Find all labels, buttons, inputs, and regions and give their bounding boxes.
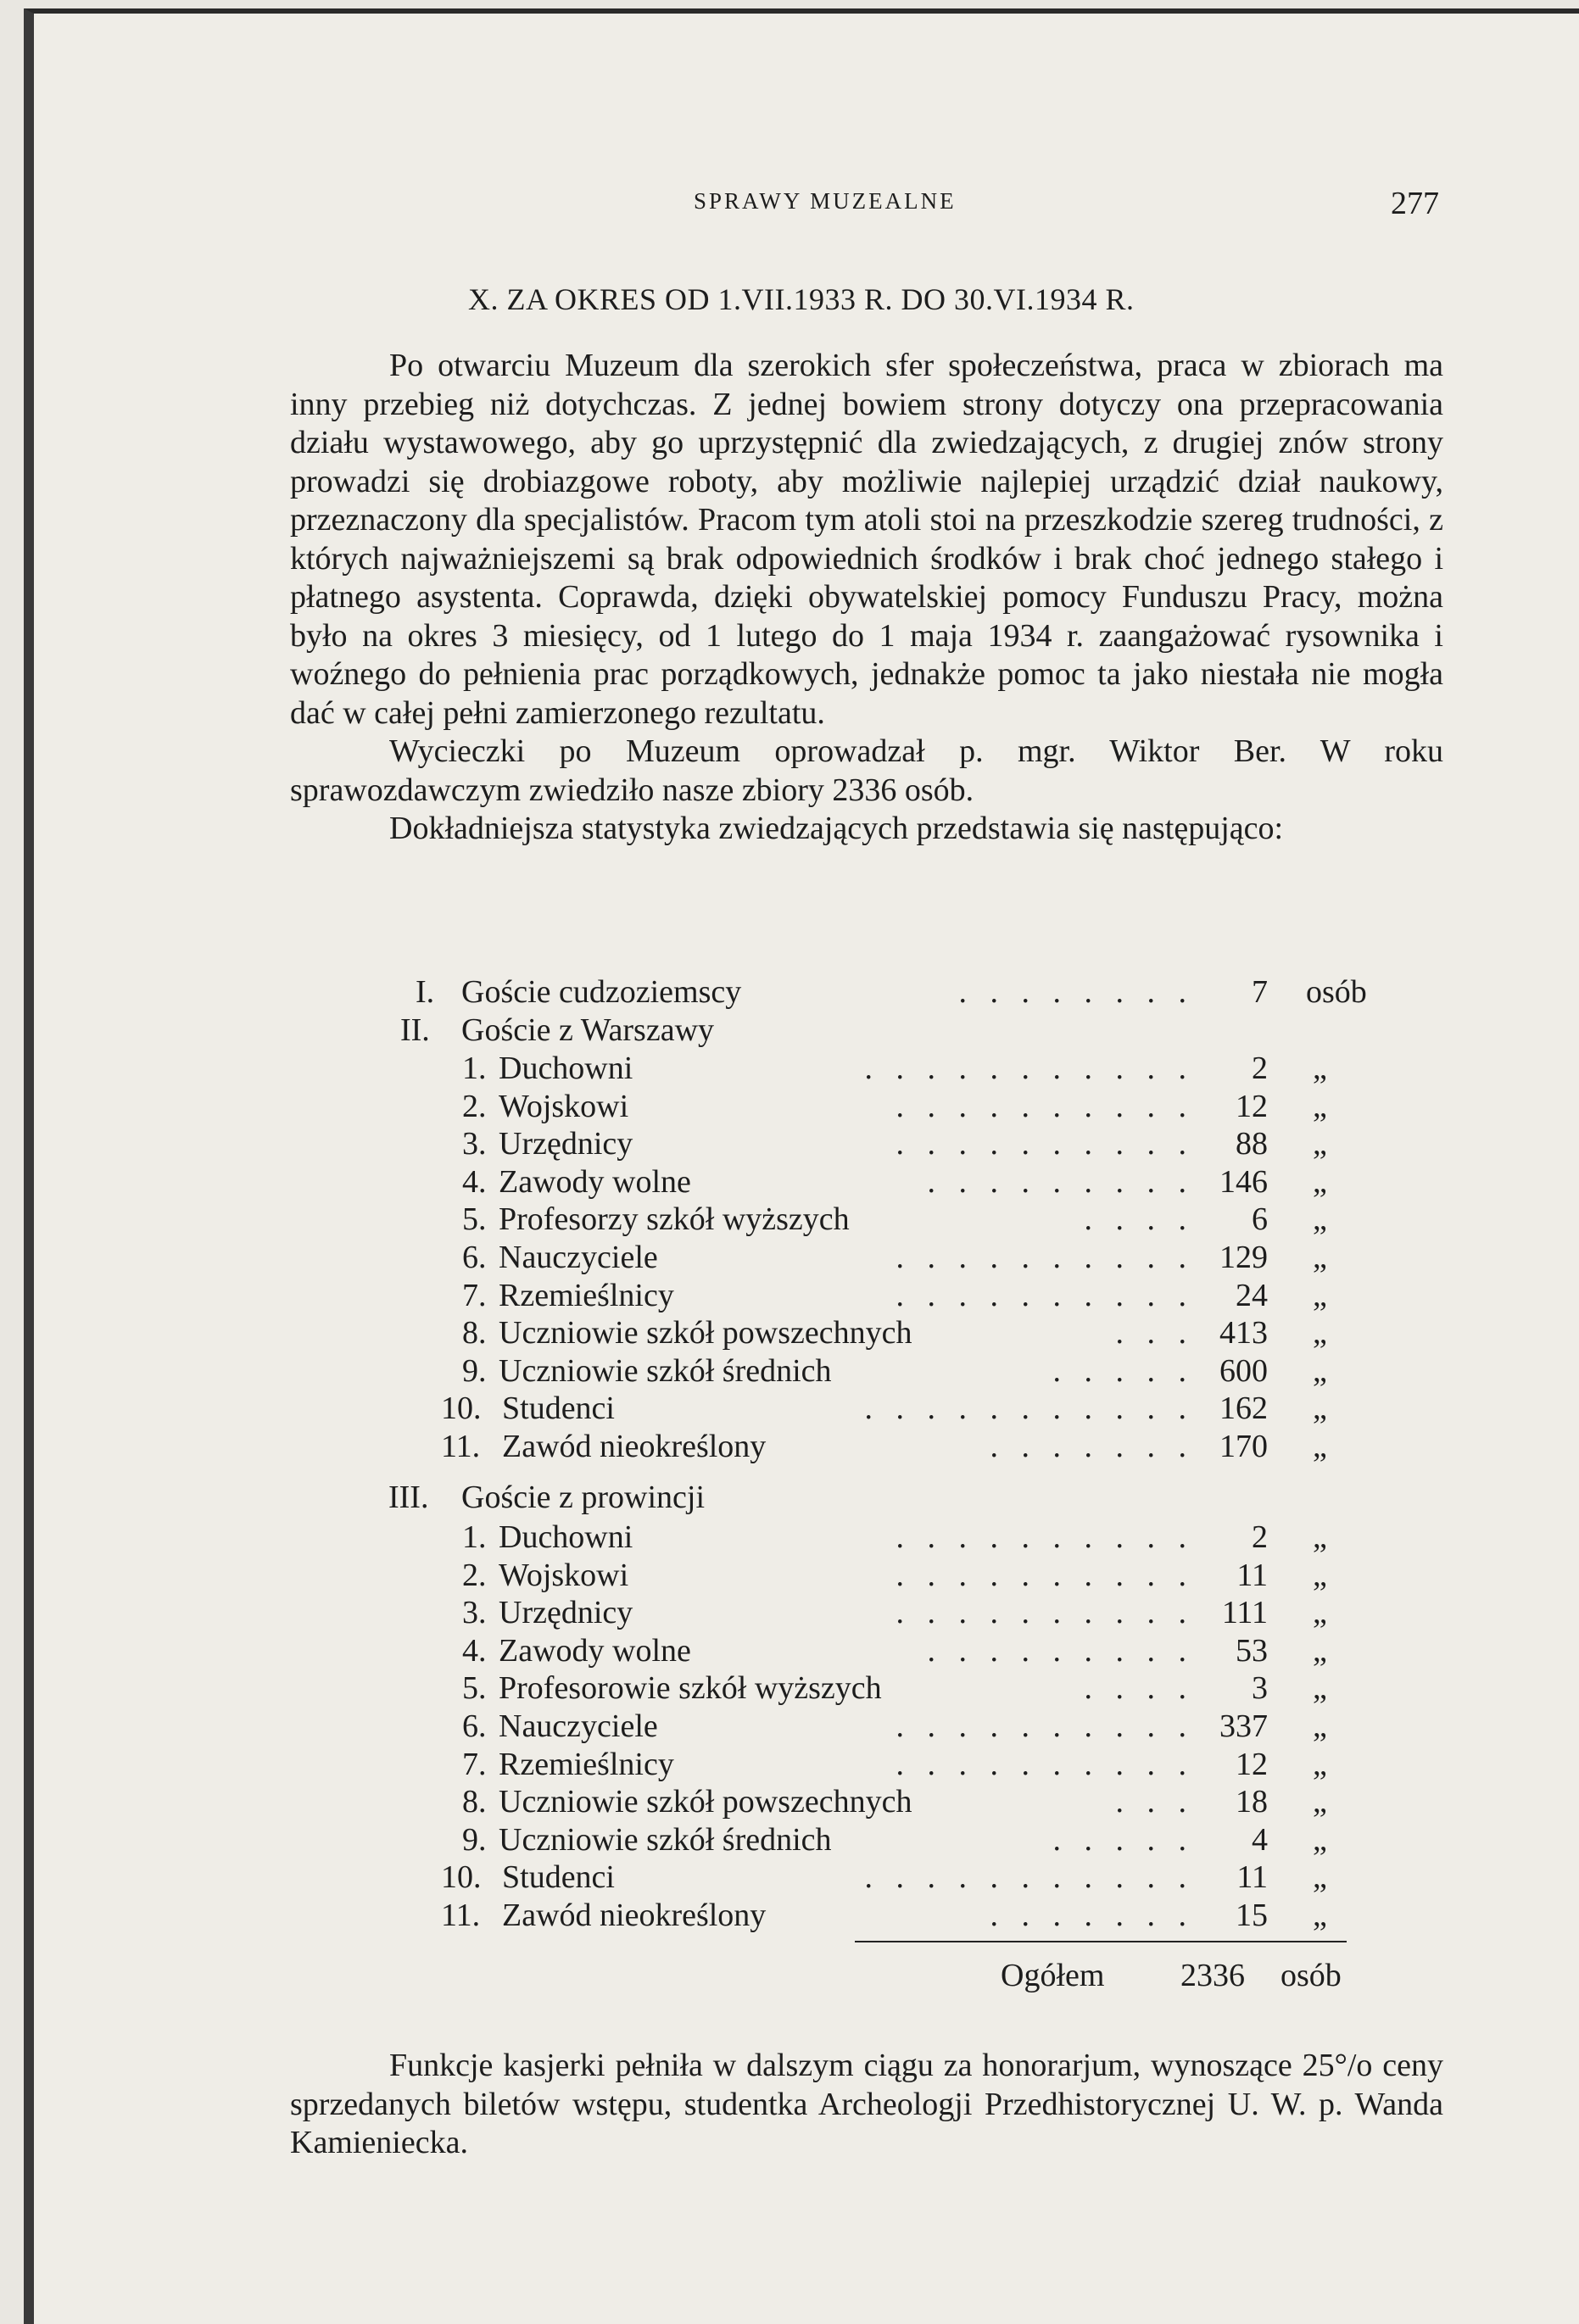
item-label: Studenci — [502, 1390, 615, 1427]
value: 337 — [1219, 1708, 1268, 1744]
leader-dots: . . . . — [1084, 1670, 1194, 1707]
item-label: Zawód nieokreślony — [502, 1898, 767, 1933]
section-title: X. ZA OKRES OD 1.VII.1933 R. DO 30.VI.1934 R. — [468, 282, 1135, 316]
value: 88 — [1236, 1126, 1268, 1162]
item-number: 7. — [462, 1746, 487, 1782]
value: 12 — [1236, 1746, 1268, 1782]
sum-rule — [855, 1941, 1347, 1942]
closing-text — [290, 2047, 1443, 2163]
item-label: Urzędnicy — [499, 1126, 633, 1162]
item-number: 8. — [462, 1315, 487, 1351]
leader-dots: . . . . . . . . — [958, 974, 1194, 1010]
item-number: 3. — [462, 1595, 487, 1631]
total-value: 2336 — [1180, 1958, 1245, 1993]
item-number: 9. — [462, 1821, 487, 1858]
item-label: Profesorzy szkół wyższych — [499, 1201, 850, 1238]
leader-dots: . . . . . . . . . . — [896, 1595, 1194, 1631]
unit: „ — [1313, 1088, 1327, 1124]
item-label: Profesorowie szkół wyższych — [499, 1670, 882, 1707]
leader-dots: . . . — [1115, 1784, 1194, 1820]
leader-dots: . . . . . . . . . . — [896, 1277, 1194, 1313]
item-number: 1. — [462, 1051, 487, 1086]
leader-dots: . . . . . . . . . . — [896, 1126, 1194, 1162]
item-number: 5. — [462, 1670, 487, 1707]
item-number: 6. — [462, 1240, 487, 1275]
item-number: 10. — [441, 1390, 482, 1427]
item-label: Rzemieślnicy — [499, 1277, 674, 1313]
item-number: 7. — [462, 1277, 487, 1313]
unit: „ — [1313, 1557, 1327, 1593]
unit: „ — [1313, 1315, 1327, 1351]
unit: „ — [1313, 1670, 1327, 1707]
item-number: 4. — [462, 1632, 487, 1669]
intro-text — [290, 347, 1443, 849]
item-label: Urzędnicy — [499, 1595, 633, 1631]
leader-dots: . . . . . . . . . . . — [864, 1051, 1194, 1086]
value: 2 — [1252, 1051, 1268, 1086]
value: 18 — [1236, 1784, 1268, 1820]
value: 162 — [1219, 1390, 1268, 1427]
item-number: 2. — [462, 1088, 487, 1124]
value: 129 — [1219, 1240, 1268, 1275]
leader-dots: . . . . . . . — [990, 1429, 1194, 1464]
unit: „ — [1313, 1746, 1327, 1782]
unit: osób — [1306, 974, 1367, 1010]
unit: „ — [1313, 1859, 1327, 1896]
item-label: Nauczyciele — [499, 1240, 658, 1275]
item-label: Duchowni — [499, 1519, 633, 1555]
unit: „ — [1313, 1708, 1327, 1744]
leader-dots: . . . . . . . . . . — [896, 1708, 1194, 1744]
leader-dots: . . . . . . . . . . — [896, 1557, 1194, 1593]
value: 11 — [1236, 1557, 1268, 1593]
unit: „ — [1313, 1632, 1327, 1669]
item-label: Wojskowi — [499, 1088, 629, 1124]
unit: „ — [1313, 1126, 1327, 1162]
value: 15 — [1236, 1898, 1268, 1933]
value: 170 — [1219, 1429, 1268, 1464]
leader-dots: . . . . . . . . . — [927, 1163, 1194, 1200]
value: 413 — [1219, 1315, 1268, 1351]
closing-paragraph: Funkcje kasjerki pełniła w dalszym ciągu za honorarjum, wynoszące 25°/o ceny sprzedanych biletów wstępu, studentka Archeologji Przedhistorycznej U. W. p. Wanda Kamieniecka. — [290, 2048, 1443, 2160]
item-label: Uczniowie szkół powszechnych — [499, 1784, 912, 1820]
item-label: Studenci — [502, 1859, 615, 1896]
value: 111 — [1221, 1595, 1268, 1631]
paragraph-1: Po otwarciu Muzeum dla szerokich sfer społeczeństwa, praca w zbiorach ma inny przebieg niż dotychczas. Z jednej bowiem strony dotyczy ona przepracowania działu wystawowego, aby go uprzystępnić dla zwiedzających, z drugiej znów strony prowadzi się drobiazgowe roboty, aby możliwie najlepiej urządzić dział naukowy, przeznaczony dla specjalistów. Pracom tym atoli stoi na przeszkodzie szereg trudności, z których najważniejszemi są brak odpowiednich środków i brak choć jednego stałego i płatnego asystenta. Coprawda, dzięki obywatelskiej pomocy Funduszu Pracy, można było na okres 3 miesięcy, od 1 lutego do 1 maja 1934 r. zaangażować rysownika i woźnego do pełnienia prac porządkowych, jednakże pomoc ta jako niestała nie mogła dać w całej pełni zamierzonego rezultatu. — [290, 348, 1443, 731]
item-number: 4. — [462, 1163, 487, 1200]
leader-dots: . . . . . . . . . . — [896, 1240, 1194, 1275]
item-number: 11. — [441, 1898, 481, 1933]
item-label: Zawody wolne — [499, 1163, 691, 1200]
unit: „ — [1313, 1051, 1327, 1086]
value: 2 — [1252, 1519, 1268, 1555]
book-page — [24, 8, 1579, 2324]
unit: „ — [1313, 1390, 1327, 1427]
leader-dots: . . . . . . . . . . — [896, 1088, 1194, 1124]
value: 7 — [1252, 974, 1268, 1010]
item-number: 5. — [462, 1201, 487, 1238]
paragraph-2: Wycieczki po Muzeum oprowadzał p. mgr. Wiktor Ber. W roku sprawozdawczym zwiedziło nasze zbiory 2336 osób. — [290, 733, 1443, 808]
group-label: Goście cudzoziemscy — [461, 974, 742, 1010]
value: 53 — [1236, 1632, 1268, 1669]
leader-dots: . . . . . . . . . — [927, 1632, 1194, 1669]
item-number: 11. — [441, 1429, 481, 1464]
item-label: Wojskowi — [499, 1557, 629, 1593]
leader-dots: . . . . . . . . . . . — [864, 1390, 1194, 1427]
unit: „ — [1313, 1898, 1327, 1933]
unit: „ — [1313, 1240, 1327, 1275]
value: 146 — [1219, 1163, 1268, 1200]
value: 4 — [1252, 1821, 1268, 1858]
leader-dots: . . . — [1115, 1315, 1194, 1351]
item-label: Uczniowie szkół średnich — [499, 1352, 832, 1389]
item-number: 3. — [462, 1126, 487, 1162]
group-numeral: I. — [416, 974, 435, 1010]
page-number: 277 — [1391, 186, 1439, 221]
running-title: SPRAWY MUZEALNE — [694, 188, 957, 214]
item-label: Uczniowie szkół powszechnych — [499, 1315, 912, 1351]
leader-dots: . . . . — [1084, 1201, 1194, 1238]
group-label: Goście z prowincji — [461, 1480, 706, 1515]
value: 6 — [1252, 1201, 1268, 1238]
item-number: 1. — [462, 1519, 487, 1555]
value: 3 — [1252, 1670, 1268, 1707]
item-number: 8. — [462, 1784, 487, 1820]
value: 24 — [1236, 1277, 1268, 1313]
group-numeral: II. — [400, 1012, 430, 1048]
item-label: Nauczyciele — [499, 1708, 658, 1744]
item-label: Rzemieślnicy — [499, 1746, 674, 1782]
item-label: Zawód nieokreślony — [502, 1429, 767, 1464]
leader-dots: . . . . . . . . . . — [896, 1519, 1194, 1555]
unit: „ — [1313, 1821, 1327, 1858]
paragraph-3: Dokładniejsza statystyka zwiedzających przedstawia się następująco: — [389, 811, 1284, 846]
unit: „ — [1313, 1163, 1327, 1200]
leader-dots: . . . . . . . . . . — [896, 1746, 1194, 1782]
item-label: Uczniowie szkół średnich — [499, 1821, 832, 1858]
total-unit: osób — [1280, 1958, 1342, 1993]
group-label: Goście z Warszawy — [461, 1012, 715, 1048]
unit: „ — [1313, 1595, 1327, 1631]
item-number: 6. — [462, 1708, 487, 1744]
unit: „ — [1313, 1277, 1327, 1313]
group-numeral: III. — [388, 1480, 429, 1515]
item-label: Duchowni — [499, 1051, 633, 1086]
leader-dots: . . . . . . . — [990, 1898, 1194, 1933]
item-number: 2. — [462, 1557, 487, 1593]
value: 11 — [1236, 1859, 1268, 1896]
leader-dots: . . . . . — [1052, 1352, 1194, 1389]
item-label: Zawody wolne — [499, 1632, 691, 1669]
unit: „ — [1313, 1519, 1327, 1555]
total-label: Ogółem — [1001, 1958, 1105, 1993]
item-number: 10. — [441, 1859, 482, 1896]
value: 12 — [1236, 1088, 1268, 1124]
leader-dots: . . . . . . . . . . . — [864, 1859, 1194, 1896]
item-number: 9. — [462, 1352, 487, 1389]
unit: „ — [1313, 1429, 1327, 1464]
unit: „ — [1313, 1784, 1327, 1820]
leader-dots: . . . . . — [1052, 1821, 1194, 1858]
unit: „ — [1313, 1352, 1327, 1389]
value: 600 — [1219, 1352, 1268, 1389]
unit: „ — [1313, 1201, 1327, 1238]
